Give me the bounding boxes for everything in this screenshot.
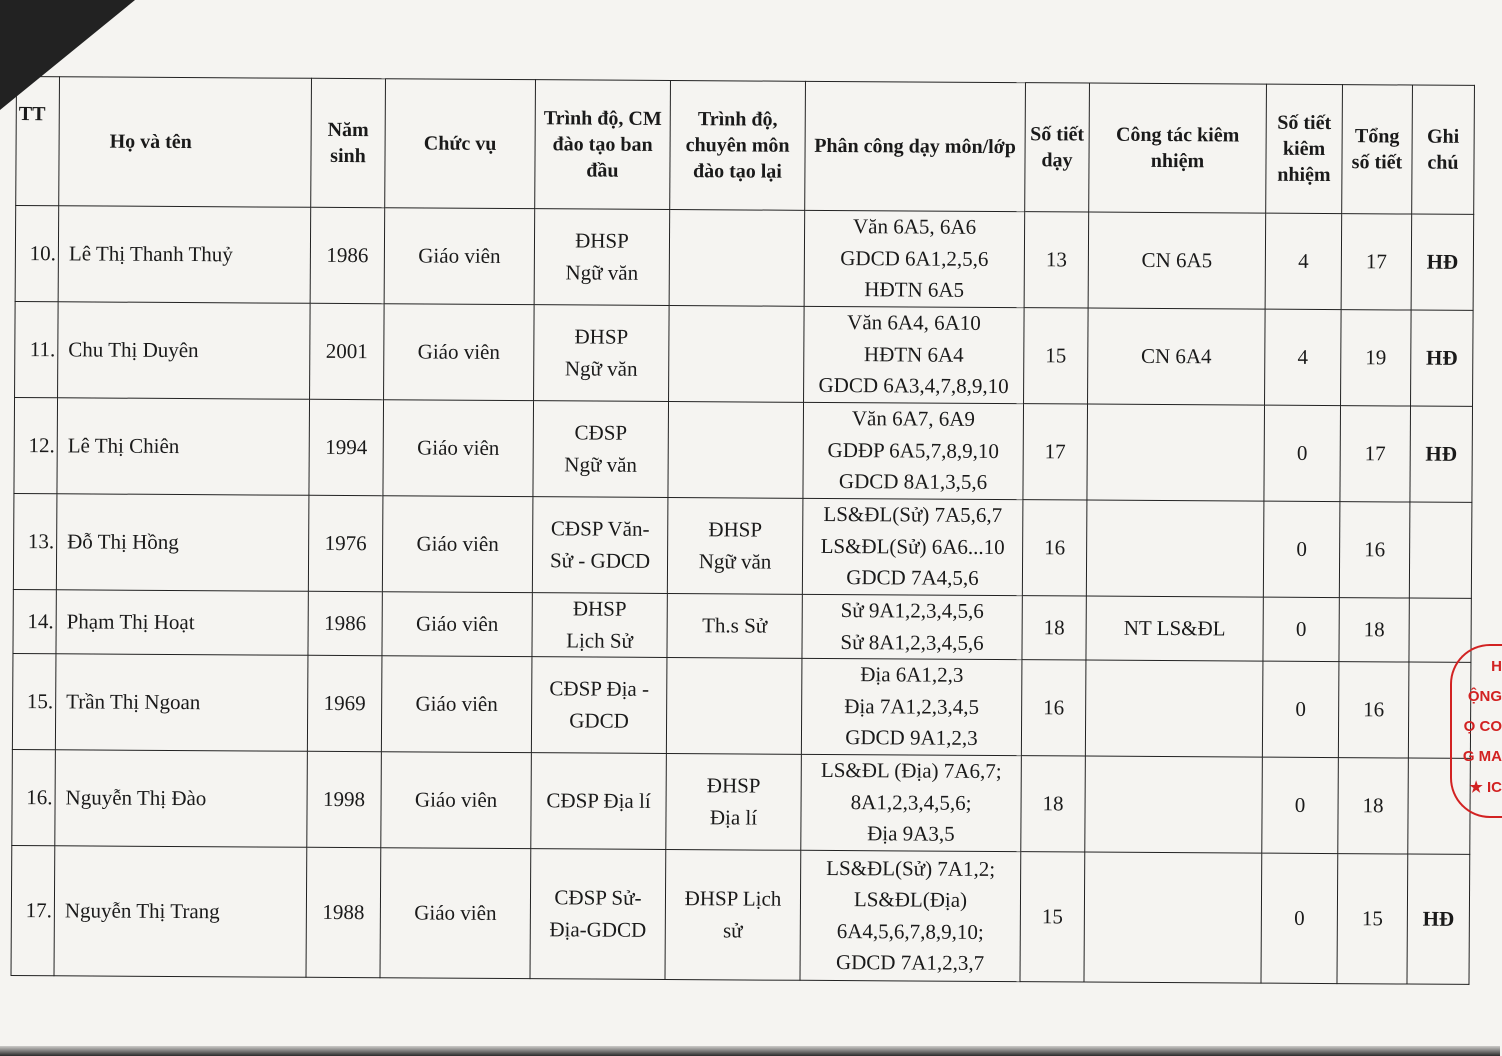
cell-line: GDCD [569,707,629,733]
cell-concurrent-role [1084,852,1262,983]
cell-position: Giáo viên [382,592,532,657]
cell-line: GDĐP 6A5,7,8,9,10 [827,437,999,463]
cell-line: CĐSP Địa lí [546,788,651,813]
cell-line: Ngữ văn [565,259,639,285]
header-concurrent-periods: Số tiết kiêm nhiệm [1266,84,1343,213]
cell-line: CĐSP Sử- [554,885,642,910]
cell-birth-year: 1994 [309,399,384,495]
header-initial-degree: Trình độ, CM đào tạo ban đầu [535,80,671,210]
cell-line: ĐHSP [575,228,629,253]
table-row [12,749,1471,854]
cell-teaching-periods: 15 [1024,308,1089,404]
cell-tt: 14. [13,589,56,653]
cell-retrain-degree [667,497,803,594]
cell-note: HĐ [1411,214,1474,310]
cell-line: Sử - GDCD [549,547,651,573]
cell-concurrent-role: NT LS&ĐL [1086,596,1263,661]
cell-line: Địa 9A3,5 [867,821,955,846]
cell-total-periods: 17 [1341,214,1412,310]
cell-assignment [801,658,1022,755]
cell-line: LS&ĐL(Sử) 6A6...10 [820,533,1005,559]
cell-line: 6A4,5,6,7,8,9,10; [836,918,984,944]
cell-line: Lịch Sử [566,627,634,653]
cell-retrain-degree [666,753,802,850]
table-row [12,653,1471,758]
cell-line: LS&ĐL(Địa) [853,887,968,912]
cell-retrain-degree [666,657,802,754]
cell-line: GDCD 8A1,3,5,6 [838,469,988,495]
cell-line: Văn 6A7, 6A9 [851,406,976,432]
red-stamp [1450,644,1502,818]
cell-assignment [802,594,1022,659]
stamp-text-fragment: H [1491,658,1502,675]
cell-name: Chu Thị Duyên [58,302,311,400]
cell-line: CĐSP [574,420,628,445]
cell-assignment [804,210,1025,307]
cell-line: GDCD 9A1,2,3 [845,725,978,751]
cell-initial-degree [534,209,670,306]
cell-line: CĐSP Địa - [549,676,650,701]
header-concurrent-role: Công tác kiêm nhiệm [1089,83,1267,213]
cell-position: Giáo viên [382,496,533,593]
cell-line: 8A1,2,3,4,5,6; [850,789,972,815]
header-retrain-degree: Trình độ, chuyên môn đào tạo lại [670,80,806,210]
stamp-text-fragment: Ọ CO [1463,718,1502,735]
cell-assignment [802,498,1023,595]
cell-birth-year: 1986 [308,591,382,655]
cell-line: LS&ĐL (Địa) 7A6,7; [820,758,1002,784]
cell-retrain-degree [668,401,804,498]
staff-assignment-table-wrapper [11,76,1474,985]
cell-tt: 15. [12,653,56,749]
cell-concurrent-periods: 0 [1262,757,1339,853]
cell-name: Nguyễn Thị Trang [54,846,307,978]
cell-name: Nguyễn Thị Đào [55,750,308,848]
cell-total-periods: 19 [1341,310,1412,406]
cell-teaching-periods: 18 [1022,596,1086,660]
cell-retrain-degree [669,209,805,306]
cell-tt: 13. [13,493,57,589]
cell-concurrent-periods: 0 [1263,597,1339,661]
cell-initial-degree [531,753,667,850]
header-birth-year: Năm sinh [311,78,386,207]
cell-birth-year: 1986 [310,207,385,303]
cell-total-periods: 15 [1337,854,1408,984]
cell-line: Văn 6A4, 6A10 [847,310,981,336]
staff-assignment-table [11,76,1475,985]
cell-concurrent-role: CN 6A5 [1088,212,1266,309]
cell-note [1409,502,1472,598]
cell-concurrent-role [1085,756,1263,853]
cell-concurrent-role [1087,404,1265,501]
cell-total-periods: 16 [1338,662,1409,758]
cell-line: HĐTN 6A5 [864,277,965,303]
table-row [15,206,1474,311]
stamp-text-fragment: ỘNG [1467,688,1502,705]
cell-line: ĐHSP [572,596,627,621]
header-assignment: Phân công dạy môn/lớp [805,81,1026,211]
cell-line: HĐTN 6A4 [863,341,964,367]
cell-position: Giáo viên [383,400,534,497]
stamp-text-fragment: ★ IC [1469,779,1502,796]
cell-initial-degree [533,401,669,498]
cell-line: Địa lí [709,804,758,830]
stamp-text-fragment: G MA [1462,748,1502,765]
cell-line: Ngữ văn [698,548,772,574]
cell-name: Đỗ Thị Hồng [56,494,309,592]
table-row [13,493,1472,598]
cell-tt: 11. [15,301,59,397]
cell-concurrent-role [1085,660,1263,757]
cell-retrain-degree [669,305,805,402]
cell-line: Địa-GDCD [549,916,647,942]
header-note: Ghi chú [1412,85,1475,214]
cell-assignment [801,754,1022,851]
cell-retrain-degree [665,849,801,980]
cell-assignment [800,850,1021,981]
cell-concurrent-role [1086,500,1264,597]
cell-total-periods: 16 [1339,502,1410,598]
cell-teaching-periods: 16 [1022,500,1087,596]
cell-name: Phạm Thị Hoạt [56,590,308,656]
table-row [11,845,1470,984]
cell-initial-degree [532,593,667,658]
cell-concurrent-periods: 0 [1263,501,1340,597]
cell-line: ĐHSP Lịch [684,886,782,911]
cell-note: HĐ [1411,310,1474,406]
cell-line: Sử 9A1,2,3,4,5,6 [840,598,984,623]
cell-tt: 17. [11,845,55,975]
cell-tt: 12. [14,397,58,493]
cell-initial-degree [530,849,666,980]
cell-line: LS&ĐL(Sử) 7A5,6,7 [823,502,1003,528]
cell-teaching-periods: 17 [1023,404,1088,500]
header-position: Chức vụ [385,79,536,209]
cell-tt: 16. [12,749,56,845]
cell-total-periods: 17 [1340,406,1411,502]
cell-initial-degree [532,497,668,594]
header-row [16,77,1475,215]
cell-position: Giáo viên [380,848,531,979]
cell-line: GDCD 6A3,4,7,8,9,10 [818,373,1009,399]
cell-tt: 10. [15,206,59,302]
cell-line: GDCD 7A4,5,6 [846,565,979,591]
cell-line: Th.s Sử [702,612,768,638]
cell-birth-year: 1976 [308,495,383,591]
cell-line: Địa 6A1,2,3 [860,662,964,688]
page-bottom-shadow [0,1046,1500,1056]
cell-name: Lê Thị Thanh Thuỷ [58,206,311,304]
cell-line: ĐHSP [574,324,629,349]
cell-position: Giáo viên [384,304,535,401]
header-name: Họ và tên [59,77,312,208]
cell-line: Sử 8A1,2,3,4,5,6 [840,629,984,655]
cell-concurrent-periods: 0 [1262,661,1339,757]
cell-birth-year: 1988 [306,847,381,977]
cell-concurrent-role: CN 6A4 [1088,308,1266,405]
cell-concurrent-periods: 0 [1261,853,1338,983]
cell-retrain-degree [667,593,802,658]
cell-concurrent-periods: 4 [1265,213,1342,309]
cell-teaching-periods: 16 [1021,660,1086,756]
cell-name: Trần Thị Ngoan [55,654,308,752]
cell-birth-year: 2001 [310,303,385,399]
cell-birth-year: 1969 [307,655,382,751]
cell-position: Giáo viên [381,752,532,849]
cell-line: GDCD 6A1,2,5,6 [840,245,989,271]
cell-line: ĐHSP [706,773,761,798]
cell-note [1409,598,1471,662]
cell-line: GDCD 7A1,2,3,7 [835,950,985,975]
cell-line: ĐHSP [708,517,763,542]
cell-line: Địa 7A1,2,3,4,5 [844,693,980,719]
header-teaching-periods: Số tiết dạy [1025,83,1090,212]
cell-line: sử [722,917,743,942]
cell-concurrent-periods: 4 [1265,309,1342,405]
cell-total-periods: 18 [1338,758,1409,854]
cell-initial-degree [531,657,667,754]
cell-line: Ngữ văn [564,355,638,381]
cell-line: Văn 6A5, 6A6 [852,214,977,240]
cell-initial-degree [534,305,670,402]
cell-total-periods: 18 [1339,598,1409,662]
table-row [13,589,1471,662]
cell-birth-year: 1998 [307,751,382,847]
cell-teaching-periods: 18 [1021,756,1086,852]
cell-position: Giáo viên [381,656,532,753]
cell-assignment [804,306,1025,403]
cell-teaching-periods: 15 [1020,852,1085,982]
table-body [11,206,1474,985]
header-total-periods: Tổng số tiết [1342,85,1413,214]
cell-teaching-periods: 13 [1024,212,1089,308]
cell-concurrent-periods: 0 [1264,405,1341,501]
cell-assignment [803,402,1024,499]
cell-line: LS&ĐL(Sử) 7A1,2; [826,855,996,881]
cell-line: CĐSP Văn- [550,516,650,541]
cell-line: Ngữ văn [564,451,638,477]
table-row [15,301,1474,406]
cell-note: HĐ [1407,854,1470,984]
cell-note: HĐ [1410,406,1473,502]
cell-position: Giáo viên [384,208,535,305]
cell-name: Lê Thị Chiên [57,398,310,496]
header-tt: TT [16,77,60,206]
table-row [14,397,1473,502]
